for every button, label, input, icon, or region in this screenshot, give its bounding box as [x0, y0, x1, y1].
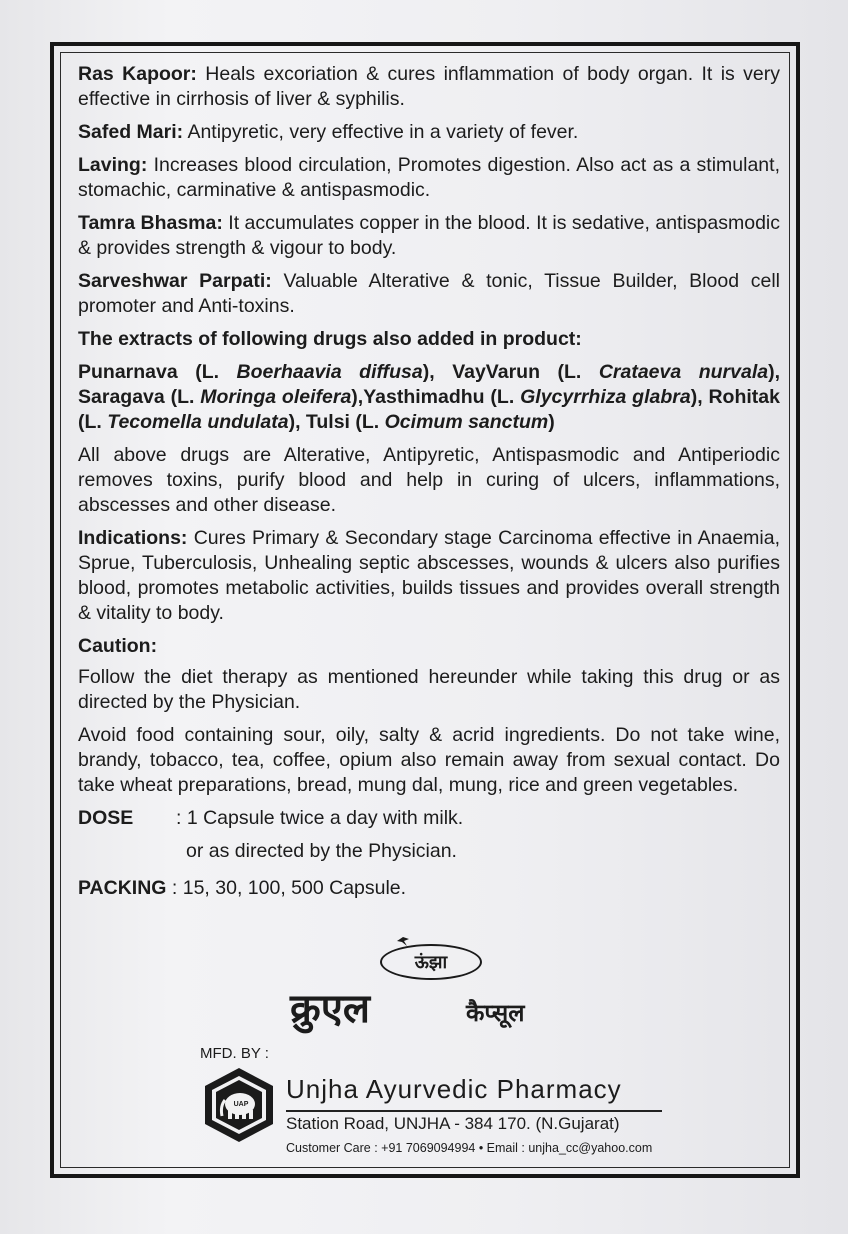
- company-divider: [286, 1110, 662, 1112]
- caution-para-2: Avoid food containing sour, oily, salty & acrid ingredients. Do not take wine, brandy, tobacco, tea, coffee, opium also remain away from sexual contact. Do take wheat preparations, bread, mung dal, mung, rice and green vegetables.: [78, 724, 780, 796]
- dose-label: DOSE: [78, 807, 134, 829]
- company-contact: Customer Care : +91 7069094994 • Email : unjha_cc@yahoo.com: [286, 1141, 653, 1155]
- leaflet-content: [78, 62, 780, 901]
- ras-kapoor-para: [78, 62, 780, 112]
- sarveshwar-para: [78, 269, 780, 319]
- laving-text: Increases blood circulation, Promotes digestion. Also act as a stimulant, stomachic, carminative & antispasmodic.: [78, 154, 780, 201]
- tamra-bhasma-head: Tamra Bhasma:: [78, 212, 223, 234]
- sarveshwar-text: Valuable Alterative & tonic, Tissue Builder, Blood cell promoter and Anti-toxins.: [78, 270, 780, 317]
- drug-saragava: Saragava (L. Moringa oleifera),: [78, 386, 364, 408]
- drug-list: [78, 360, 780, 435]
- sarveshwar-head: Sarveshwar Parpati:: [78, 270, 272, 292]
- drug-vayvarun: VayVarun (L. Crataeva nurvala),: [452, 361, 781, 383]
- dose-row: [78, 806, 780, 831]
- caution-para-1: Follow the diet therapy as mentioned hereunder while taking this drug or as directed by the Physician.: [78, 666, 780, 713]
- company-logo-text: UAP: [233, 1101, 249, 1108]
- packing-label: PACKING: [78, 877, 167, 899]
- brand-logo-text: ऊंझा: [414, 952, 448, 973]
- safed-mari-para: [78, 120, 780, 145]
- extracts-heading: The extracts of following drugs also added in product:: [78, 328, 582, 350]
- tamra-bhasma-text: It accumulates copper in the blood. It is sedative, antispasmodic & provides strength & vigour to body.: [78, 212, 781, 259]
- drug-yasthimadhu: Yasthimadhu (L. Glycyrrhiza glabra),: [363, 386, 709, 408]
- dose-continued: or as directed by the Physician.: [186, 840, 457, 862]
- drug-rohitak: Rohitak (L. Tecomella undulata),: [78, 386, 780, 433]
- caution-heading: Caution:: [78, 635, 158, 657]
- product-form-hindi: कैप्सूल: [466, 999, 525, 1027]
- safed-mari-head: Safed Mari:: [78, 121, 184, 143]
- mfd-label: MFD. BY :: [200, 1045, 269, 1062]
- packing-row: [78, 876, 780, 901]
- all-above-para: All above drugs are Alterative, Antipyretic, Antispasmodic and Antiperiodic removes toxins, purify blood and help in curing of ulcers, inflammations, abscesses and other disease.: [78, 444, 780, 516]
- laving-head: Laving:: [78, 154, 148, 176]
- tamra-bhasma-para: [78, 211, 780, 261]
- drug-punarnava: Punarnava (L. Boerhaavia diffusa),: [78, 361, 453, 383]
- company-name: Unjha Ayurvedic Pharmacy: [286, 1074, 622, 1104]
- ras-kapoor-text: Heals excoriation & cures inflammation of body organ. It is very effective in cirrhosis of liver & syphilis.: [78, 63, 780, 110]
- laving-para: [78, 153, 780, 203]
- indications-para: [78, 526, 780, 626]
- drug-tulsi: Tulsi (L. Ocimum sanctum): [305, 411, 555, 433]
- packing-text: : 15, 30, 100, 500 Capsule.: [166, 877, 407, 899]
- safed-mari-text: Antipyretic, very effective in a variety of fever.: [183, 121, 579, 143]
- company-address: Station Road, UNJHA - 384 170. (N.Gujarat): [286, 1114, 620, 1133]
- indications-head: Indications:: [78, 527, 188, 549]
- product-name-hindi: क्रुएल: [290, 986, 370, 1032]
- elephant-logo-icon: [200, 1066, 278, 1144]
- dose-text: : 1 Capsule twice a day with milk.: [176, 807, 464, 829]
- indications-text: Cures Primary & Secondary stage Carcinoma effective in Anaemia, Sprue, Tuberculosis, Unhealing septic abscesses, wounds & ulcers also purifies blood, promotes metabolic activities, builds tissues and provides overall strength & vitality to body.: [78, 527, 780, 624]
- ras-kapoor-head: Ras Kapoor:: [78, 63, 197, 85]
- brand-logo: [380, 944, 482, 980]
